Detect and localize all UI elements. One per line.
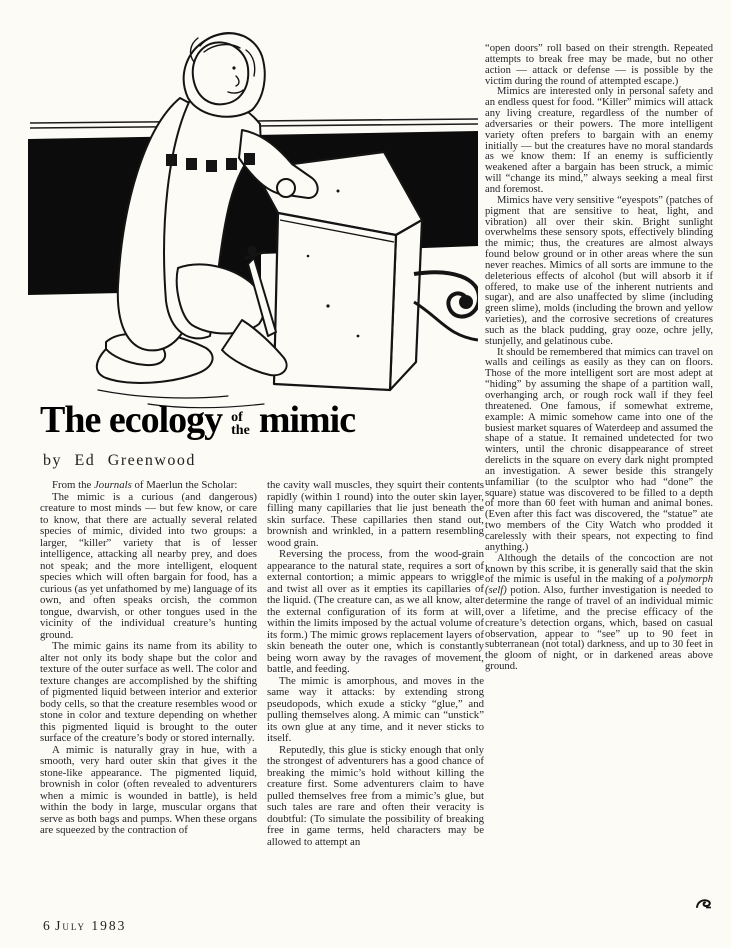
paragraph: From the Journals of Maerlun the Scholar: bbox=[52, 480, 238, 491]
title-right: mimic bbox=[258, 399, 356, 441]
end-of-article-icon bbox=[696, 898, 712, 909]
paragraph: Reputedly, this glue is sticky enough that only the strongest of adventurers has a good chance of breaking the mimic’s hold without killing the creature first. Some adventurers claim to have pulled themselves free from a mimic’s glue, but such tales are rare and often their veracity is doubtful: (To simulate the possibility of breaking free in game terms, held characters may be allowed to attempt an bbox=[267, 743, 484, 848]
middle-column bbox=[267, 480, 484, 925]
title-stack-the: the bbox=[231, 423, 250, 438]
title-of-the-stack bbox=[231, 411, 250, 437]
paragraph: A mimic is naturally gray in hue, with a smooth, very hard outer skin that gives it the stone-like appearance. The pigmented liquid, brownish in color (often revealed to adventurers when a mimic is wounded in battle), is held within the body in large, muscular organs that serve as both bags and pumps. When these organs are squeezed by the contraction of bbox=[40, 743, 257, 836]
paragraph: Although the details of the concoction are not known by this scribe, it is generally said that the skin of the mimic is useful in the making of a polymorph (self) potion. Also, further investigation is needed to determine the range of travel of an individual mimic over a lifetime, and the precise efficacy of the creature’s detection organs, which, based on casual observation, appear to “see” up to 90 feet in subterranean (not total) darkness, and up to 30 feet in the gloom of night, or in darkened areas above ground. bbox=[485, 552, 713, 673]
title-left: The ecology bbox=[40, 399, 223, 441]
article-illustration bbox=[28, 6, 478, 421]
paragraph: The mimic gains its name from its ability to alter not only its body shape but the color and texture of the outer surface as well. The color and texture changes are accomplished by the shifting of pigmented liquid between interior and exterior body cells, so that the creature resembles wood or stone in color and texture depending on whether this pigmented liquid is brought to the outer surface of the creature’s body or stored internally. bbox=[40, 640, 257, 744]
page-footer bbox=[43, 918, 126, 934]
paragraph: “open doors” roll based on their strength. Repeated attempts to break free may be made, but no other action — attack or defense — is possible by the victim during the round of attempted escape.) bbox=[485, 44, 713, 87]
issue-date: July 1983 bbox=[55, 918, 127, 933]
article-title bbox=[40, 400, 485, 440]
left-column bbox=[40, 480, 257, 925]
paragraph: The mimic is amorphous, and moves in the same way it attacks: by extending strong pseudopods, which exude a sticky “glue,” and pulling themselves along. A mimic can “unstick” its own glue at any time, and it never sticks to itself. bbox=[267, 674, 484, 744]
paragraph: Mimics have very sensitive “eyespots” (patches of pigment that are sensitive to heat, light, and vibration) all over their skin. Bright sunlight overwhelms these sensory spots, effectively blinding the mimic; thus, the creatures are almost always found below ground or in other areas where the sun never reaches. Mimics of all sorts are immune to the deleterious effects of alcohol (but will absorb it if offered, to make use of the inherent nutrients and sugar), and are also unaffected by slime (including green slime), molds (including the brown and yellow varieties), and the corrosive secretions of creatures such as the black pudding, gray ooze, ochre jelly, stunjelly, and gelatinous cube. bbox=[485, 194, 713, 347]
body-columns bbox=[40, 480, 484, 925]
paragraph: It should be remembered that mimics can travel on walls and ceilings as easily as they can on floors. Those of the more intelligent sort are most adept at “hiding” by assuming the shape of a partition wall, overhanging arch, or rough rock wall if they feel threatened. One famous, if somewhat extreme, example: A mimic somehow came into one of the busiest market squares of Waterdeep and assumed the shape of a statue. It remained undetected for two winters, until the chronic disappearance of street derelicts in the square on every dark night prompted an investigation. A sewer beside this strangely unfamiliar (to the sculptor who had “done” the square) statue was discovered to be filled to a depth of more than 60 feet with human and animal bones. (Even after this fact was discovered, the “statue” ate two members of the City Watch who prodded it carelessly with their spears, not expecting to find anything.) bbox=[485, 346, 713, 553]
right-column bbox=[485, 44, 713, 924]
paragraph: Reversing the process, from the wood-grain appearance to the natural state, requires a sort of external contortion; a mimic appears to wriggle and twist all over as it empties its capillaries of the liquid. (The creature can, as we all know, alter the external configuration of its form at will, within the limits imposed by the actual volume of its form.) The mimic grows replacement layers of skin beneath the outer one, which is constantly being worn away by the ravages of movement, battle, and feeding. bbox=[267, 548, 484, 675]
byline: by Ed Greenwood bbox=[43, 452, 196, 469]
paragraph: The mimic is a curious (and dangerous) creature to most minds — but few know, or care to know, that there are actually several related species of mimic, divided into two groups: a larger, “killer” variety that is of lesser intelligence, attacking all nearby prey, and does not speak; and the more intelligent, eloquent species which will often bargain for food, has a curious (as yet unfathomed by me) language of its own, and often speaks orcish, the common tongue, dwarvish, or other tongues used in the vicinity of the individual creature’s hunting ground. bbox=[40, 490, 257, 641]
paragraph: the cavity wall muscles, they squirt their contents rapidly (within 1 round) into the outer skin layer, filling many capillaries that lie just beneath the skin surface. These capillaries then stand out, brownish and wrinkled, in a pattern resembling wood grain. bbox=[267, 480, 484, 549]
page-number: 6 bbox=[43, 918, 51, 933]
hand-fist bbox=[277, 179, 295, 197]
title-stack-of: of bbox=[231, 410, 243, 425]
paragraph: Mimics are interested only in personal safety and an endless quest for food. “Killer” mimics will attack any living creature, regardless of the number of adversaries or their powers. The more intelligent variety often prefers to bargain with an enemy initially — but the creatures have no moral standards as we know them: If an enemy is sufficiently weakened after a bargain has been struck, a mimic will “change its mind,” always seeking a meal first and foremost. bbox=[485, 86, 713, 195]
face bbox=[193, 42, 248, 104]
